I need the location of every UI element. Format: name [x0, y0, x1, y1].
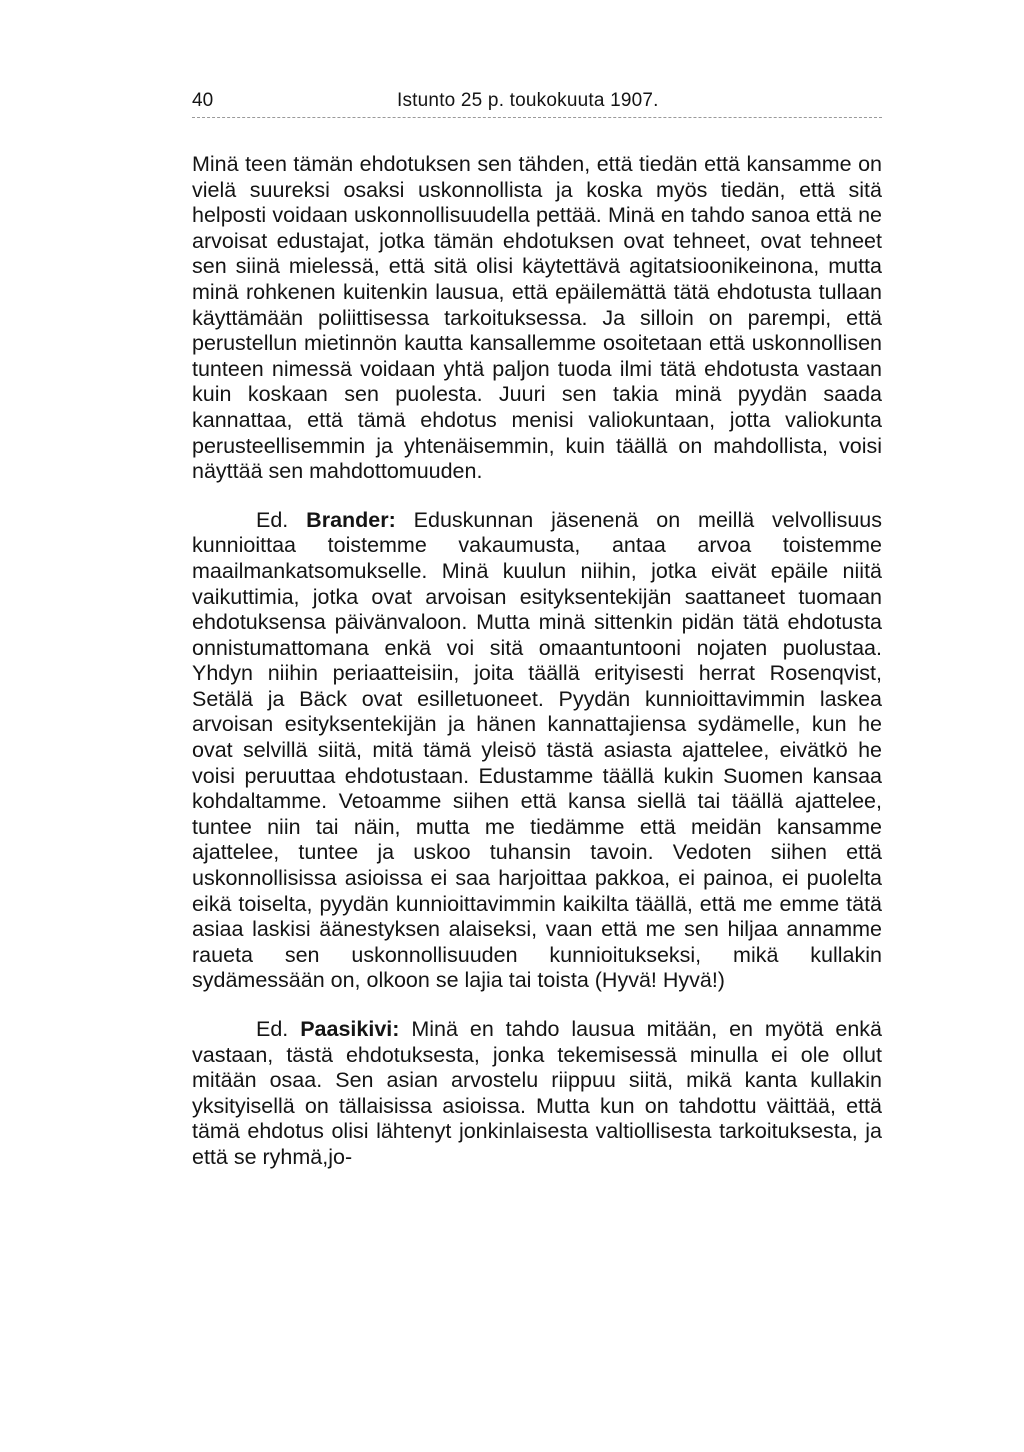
speaker-name: Brander:: [306, 507, 396, 532]
speech-paasikivi: [192, 1017, 882, 1171]
page-header: [192, 86, 882, 120]
speech-brander: [192, 508, 882, 994]
speaker-prefix: Ed.: [256, 507, 289, 532]
paragraph-text: Eduskunnan jäsenenä on meillä velvollisuus kunnioittaa toistemme vakaumusta, antaa arvoa toistemme maailmankatsomukselle. Minä kuulun niihin, jotka eivät epäile niitä vaikuttimia, jotka ovat arvoisan esityksentekijän saattaneet tuomaan ehdotuksensa päivänvaloon. Mutta minä sittenkin pidän tätä ehdotusta onnistumattomana enkä voi sitä omaantuntooni nojaten puolustaa. Yhdyn niihin periaatteisiin, joita täällä erityisesti herrat Rosenqvist, Setälä ja Bäck ovat esilletuoneet. Pyydän kunnioittavimmin laskea arvoisan esityksentekijän ja hänen kannattajiensa sydämelle, kun he ovat selvillä siitä, mitä tämä yleisö tästä asiasta ajattelee, eivätkö he voisi peruuttaa ehdotustaan. Edustamme täällä kukin Suomen kansaa kohdaltamme. Vetoamme siihen että kansa siellä tai täällä ajattelee, tuntee niin tai näin, mutta me tiedämme että meidän kansamme ajattelee, tuntee ja uskoo tuhansin tavoin. Vedoten siihen että uskonnollisissa asioissa ei saa harjoittaa pakkoa, ei painoa, ei puolelta eikä toiselta, pyydän kunnioittavimmin kaikilta täällä, että me emme tätä asiaa laskisi äänestyksen alaiseksi, vaan että me sen hiljaa annamme raueta sen uskonnollisuuden kunnioitukseksi, mikä kullakin sydämessään on, olkoon se lajia tai toista (Hyvä! Hyvä!): [192, 507, 882, 993]
speaker-prefix: Ed.: [256, 1017, 289, 1041]
paragraph-text: Minä en tahdo lausua mitään, en myötä enkä vastaan, tästä ehdotuksesta, jonka tekemisessä minulla ei ole ollut mitään osaa. Sen asian arvostelu riippuu siitä, mikä kanta kullakin yksityisellä on tällaisissa asioissa. Mutta kun on tahdottu väittää, että tämä ehdotus olisi lähtenyt jonkinlaisesta valtiollisesta tarkoituksesta, ja että se ryhmä,jo-: [192, 1017, 882, 1169]
speaker-name: Paasikivi:: [300, 1017, 400, 1041]
paragraph-1: [192, 152, 882, 485]
running-head: Istunto 25 p. toukokuuta 1907.: [397, 90, 659, 111]
page-number: 40: [192, 90, 214, 111]
paragraph-text: Minä teen tämän ehdotuksen sen tähden, että tiedän että kansamme on vielä suureksi osaksi uskonnollista ja koska myös tiedän, että sitä helposti voidaan uskonnollisuudella pettää. Minä en tahdo sanoa että ne arvoisat edustajat, jotka tämän ehdotuksen ovat tehneet, ovat tehneet sen siinä mielessä, että sitä olisi käytettävä agitatsioonikeinona, mutta minä rohkenen kuitenkin lausua, että epäilemättä tätä ehdotusta tullaan käyttämään poliittisessa tarkoituksessa. Ja silloin on parempi, että perustellun mietinnön kautta kansallemme osoitetaan että uskonnollisen tunteen nimessä voidaan yhtä paljon tuoda ilmi tätä ehdotusta vastaan kuin koskaan sen puolesta. Juuri sen takia minä pyydän saada kannattaa, että tämä ehdotus menisi valiokuntaan, jotta valiokunta perusteellisemmin ja yhtenäisemmin, kuin täällä on mahdollista, voisi näyttää sen mahdottomuuden.: [192, 152, 882, 484]
body-text: [192, 152, 882, 1171]
header-rule: [192, 117, 882, 118]
